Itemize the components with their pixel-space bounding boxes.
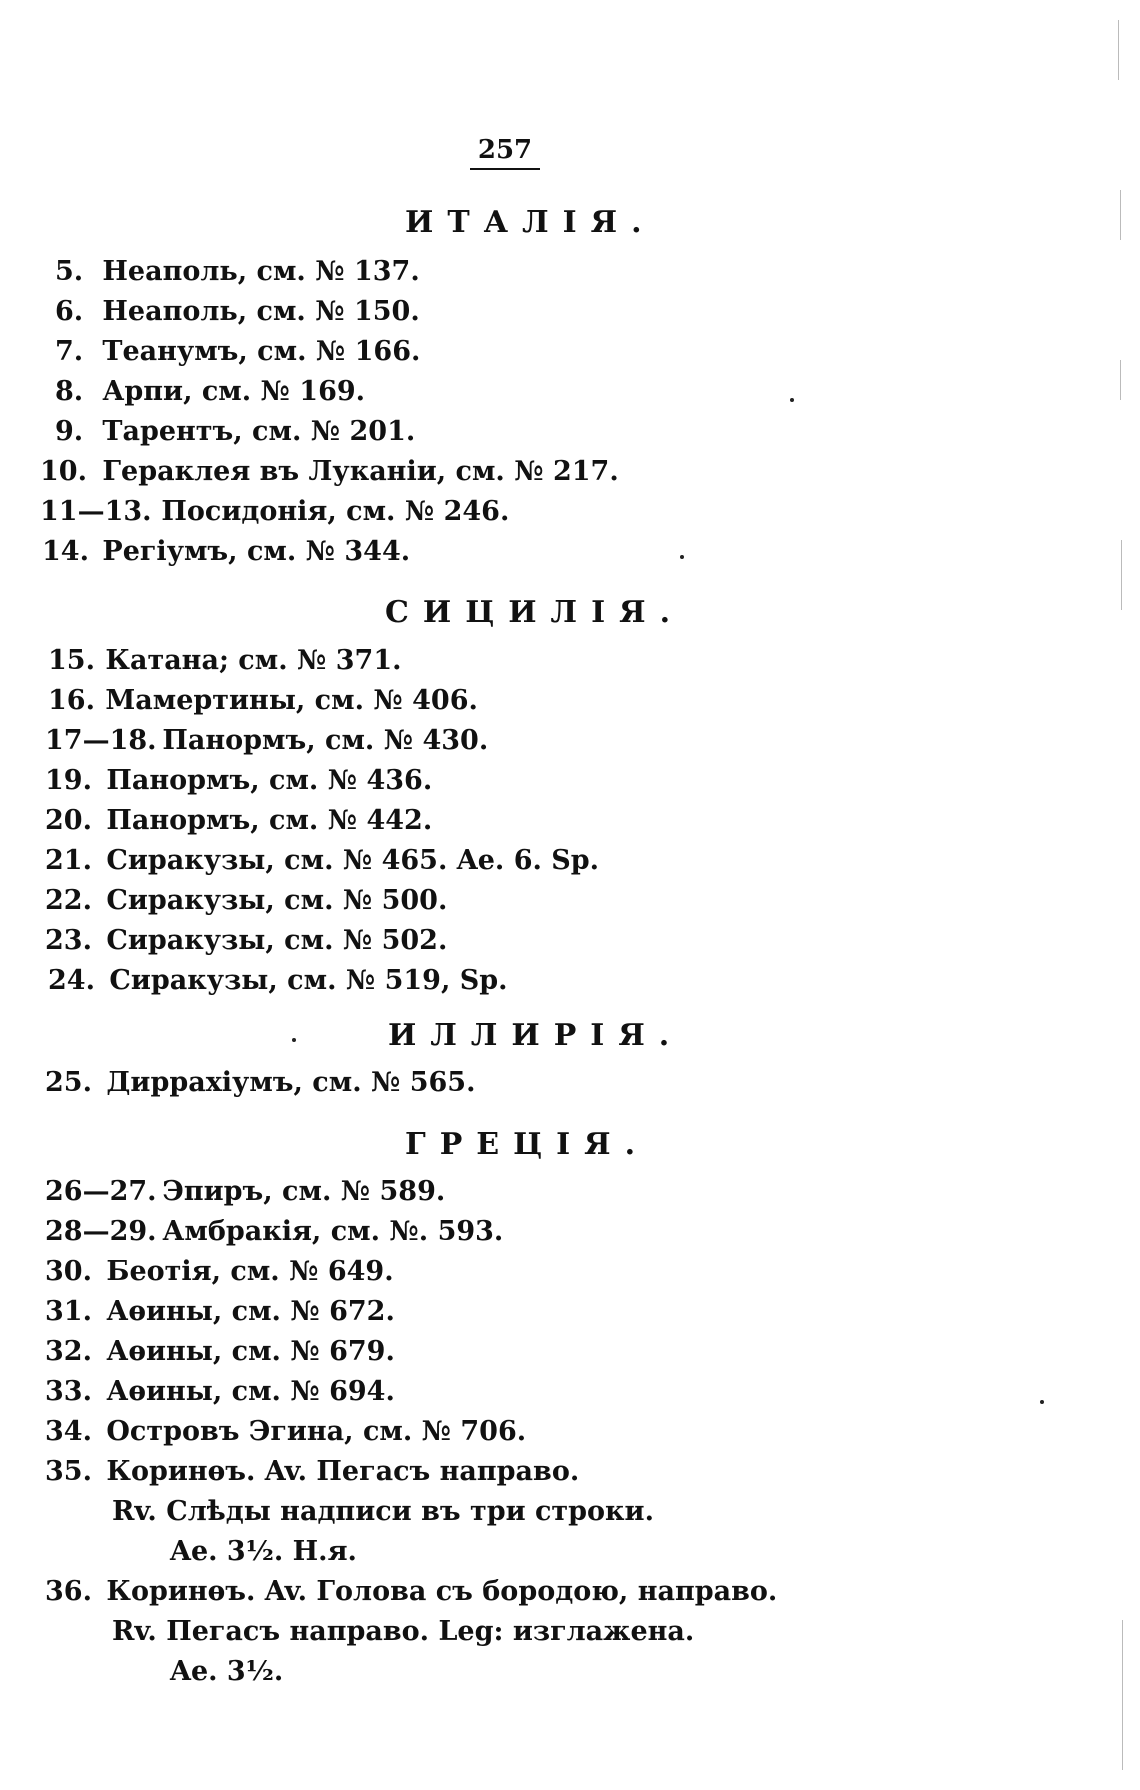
entry-number: 33. bbox=[45, 1376, 92, 1407]
page-number: 257 bbox=[470, 135, 540, 170]
entry-text: Сиракузы, см. № 500. bbox=[106, 885, 448, 916]
entry-text: Ae. 3½. Н.я. bbox=[170, 1536, 357, 1567]
entry-text: Теанумъ, см. № 166. bbox=[102, 336, 421, 367]
scan-artifact-line bbox=[1120, 190, 1121, 240]
entry-number: 6. bbox=[55, 296, 84, 327]
entry-text: Беотія, см. № 649. bbox=[106, 1256, 394, 1287]
list-item-continuation bbox=[112, 1616, 694, 1648]
entry-text: Мамертины, см. № 406. bbox=[105, 685, 478, 716]
scan-artifact-dot bbox=[680, 555, 684, 559]
entry-text: Гераклея въ Луканіи, см. № 217. bbox=[102, 456, 619, 487]
entry-number: 26—27. bbox=[45, 1176, 157, 1207]
list-item bbox=[48, 685, 478, 717]
entry-number: 19. bbox=[45, 765, 92, 796]
list-item bbox=[45, 805, 432, 837]
entry-number: 20. bbox=[45, 805, 92, 836]
entry-number: 30. bbox=[45, 1256, 92, 1287]
list-item bbox=[55, 416, 415, 448]
list-item bbox=[45, 765, 432, 797]
entry-text: Амбракія, см. №. 593. bbox=[162, 1216, 504, 1247]
list-item bbox=[45, 1176, 445, 1208]
entry-text: Rv. Пегасъ направо. Leg: изглажена. bbox=[112, 1616, 695, 1647]
entry-number: 21. bbox=[45, 845, 92, 876]
list-item bbox=[40, 456, 619, 488]
entry-number: 35. bbox=[45, 1456, 92, 1487]
entry-number: 9. bbox=[55, 416, 84, 447]
scan-artifact-line bbox=[1121, 540, 1122, 610]
list-item bbox=[45, 845, 599, 877]
list-item bbox=[45, 1376, 395, 1408]
entry-number: 31. bbox=[45, 1296, 92, 1327]
entry-number: 5. bbox=[55, 256, 84, 287]
entry-text: Аѳины, см. № 694. bbox=[106, 1376, 395, 1407]
list-item bbox=[48, 965, 508, 997]
list-item bbox=[45, 725, 488, 757]
entry-text: Посидонія, см. № 246. bbox=[161, 496, 510, 527]
section-title-sicily: СИЦИЛІЯ. bbox=[385, 595, 685, 630]
entry-number: 15. bbox=[48, 645, 95, 676]
entry-number: 24. bbox=[48, 965, 95, 996]
entry-text: Диррахіумъ, см. № 565. bbox=[106, 1067, 476, 1098]
list-item bbox=[55, 296, 420, 328]
entry-text: Сиракузы, см. № 502. bbox=[106, 925, 448, 956]
entry-text: Сиракузы, см. № 519, Sp. bbox=[109, 965, 508, 996]
entry-number: 28—29. bbox=[45, 1216, 157, 1247]
entry-number: 14. bbox=[42, 536, 89, 567]
entry-text: Панормъ, см. № 430. bbox=[162, 725, 489, 756]
list-item bbox=[55, 376, 365, 408]
list-item bbox=[55, 256, 420, 288]
entry-number: 22. bbox=[45, 885, 92, 916]
entry-text: Панормъ, см. № 442. bbox=[106, 805, 433, 836]
list-item bbox=[45, 1256, 394, 1288]
scan-artifact-line bbox=[1122, 1620, 1123, 1770]
entry-text: Тарентъ, см. № 201. bbox=[102, 416, 416, 447]
entry-number: 23. bbox=[45, 925, 92, 956]
section-title-illyria: ИЛЛИРІЯ. bbox=[388, 1018, 684, 1053]
list-item bbox=[45, 1576, 777, 1608]
list-item bbox=[45, 925, 447, 957]
list-item bbox=[45, 1216, 503, 1248]
scan-artifact-line bbox=[1118, 20, 1119, 80]
entry-number: 11—13. bbox=[40, 496, 152, 527]
entry-number: 17—18. bbox=[45, 725, 157, 756]
list-item bbox=[45, 1416, 526, 1448]
list-item bbox=[55, 336, 420, 368]
list-item bbox=[42, 536, 410, 568]
list-item bbox=[45, 1296, 395, 1328]
list-item bbox=[45, 1456, 579, 1488]
entry-text: Панормъ, см. № 436. bbox=[106, 765, 433, 796]
list-item bbox=[40, 496, 509, 528]
entry-text: Ae. 3½. bbox=[170, 1656, 284, 1687]
list-item-continuation bbox=[112, 1496, 654, 1528]
entry-number: 10. bbox=[40, 456, 87, 487]
entry-text: Rv. Слѣды надписи въ три строки. bbox=[112, 1496, 654, 1527]
entry-text: Арпи, см. № 169. bbox=[102, 376, 366, 407]
scan-artifact-dot bbox=[292, 1038, 296, 1042]
list-item-continuation bbox=[170, 1536, 357, 1568]
list-item bbox=[45, 885, 447, 917]
entry-number: 16. bbox=[48, 685, 95, 716]
entry-number: 36. bbox=[45, 1576, 92, 1607]
list-item-continuation bbox=[170, 1656, 283, 1688]
entry-text: Коринѳъ. Av. Голова съ бородою, направо. bbox=[106, 1576, 778, 1607]
entry-text: Неаполь, см. № 137. bbox=[102, 256, 420, 287]
entry-text: Коринѳъ. Av. Пегасъ направо. bbox=[106, 1456, 580, 1487]
entry-number: 25. bbox=[45, 1067, 92, 1098]
list-item bbox=[45, 1336, 395, 1368]
entry-text: Катана; см. № 371. bbox=[105, 645, 402, 676]
section-title-italy: ИТАЛІЯ. bbox=[405, 205, 656, 240]
list-item bbox=[48, 645, 402, 677]
scan-artifact-line bbox=[1120, 360, 1121, 400]
entry-text: Аѳины, см. № 672. bbox=[106, 1296, 395, 1327]
entry-number: 8. bbox=[55, 376, 84, 407]
list-item bbox=[45, 1067, 476, 1099]
entry-text: Островъ Эгина, см. № 706. bbox=[106, 1416, 527, 1447]
scan-artifact-dot bbox=[790, 398, 794, 402]
entry-number: 7. bbox=[55, 336, 84, 367]
entry-text: Регіумъ, см. № 344. bbox=[102, 536, 411, 567]
section-title-greece: ГРЕЦІЯ. bbox=[405, 1127, 650, 1162]
entry-text: Неаполь, см. № 150. bbox=[102, 296, 420, 327]
entry-text: Аѳины, см. № 679. bbox=[106, 1336, 395, 1367]
entry-number: 32. bbox=[45, 1336, 92, 1367]
scan-artifact-dot bbox=[1040, 1400, 1044, 1404]
entry-number: 34. bbox=[45, 1416, 92, 1447]
entry-text: Эпиръ, см. № 589. bbox=[162, 1176, 446, 1207]
entry-text: Сиракузы, см. № 465. Ae. 6. Sp. bbox=[106, 845, 600, 876]
